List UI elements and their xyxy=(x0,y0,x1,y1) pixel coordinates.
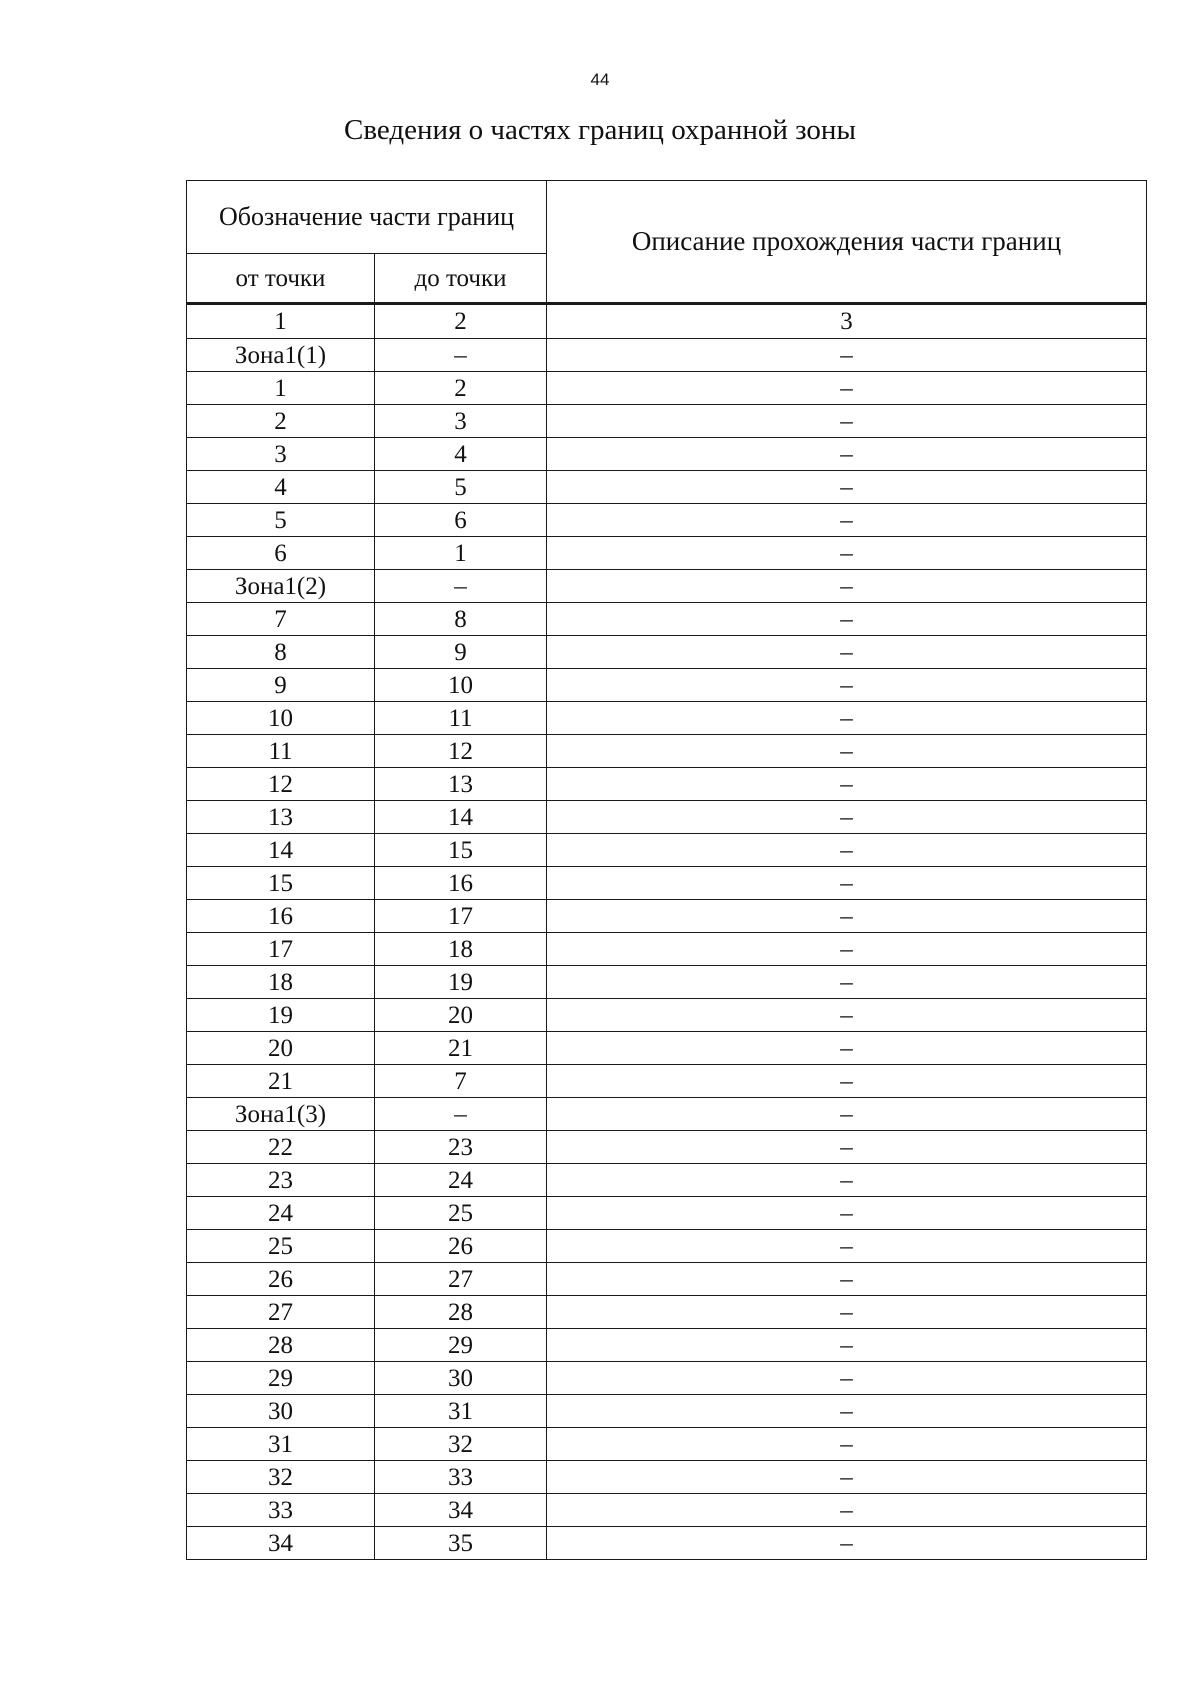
cell-description: – xyxy=(547,1065,1147,1098)
document-title: Сведения о частях границ охранной зоны xyxy=(344,114,856,146)
cell-description: – xyxy=(547,1164,1147,1197)
cell-to-point: 21 xyxy=(375,1032,547,1065)
table-row xyxy=(187,1032,1147,1065)
cell-from-point: 25 xyxy=(187,1230,375,1263)
table-row xyxy=(187,438,1147,471)
cell-description: – xyxy=(547,1461,1147,1494)
cell-from-point: 2 xyxy=(187,405,375,438)
cell-from-point: 8 xyxy=(187,636,375,669)
cell-from-point: 31 xyxy=(187,1428,375,1461)
cell-description: – xyxy=(547,1428,1147,1461)
cell-from-point: 22 xyxy=(187,1131,375,1164)
table-row xyxy=(187,1230,1147,1263)
table-row xyxy=(187,570,1147,603)
page-number: 44 xyxy=(590,70,610,89)
cell-to-point: 32 xyxy=(375,1428,547,1461)
cell-from-point: 16 xyxy=(187,900,375,933)
cell-from-point: 32 xyxy=(187,1461,375,1494)
cell-description: – xyxy=(547,537,1147,570)
cell-to-point: 27 xyxy=(375,1263,547,1296)
column-number: 3 xyxy=(547,304,1147,339)
cell-description: – xyxy=(547,1296,1147,1329)
table-row xyxy=(187,1065,1147,1098)
cell-description: – xyxy=(547,801,1147,834)
cell-description: – xyxy=(547,834,1147,867)
table-row xyxy=(187,1197,1147,1230)
table-row xyxy=(187,834,1147,867)
cell-description: – xyxy=(547,1527,1147,1560)
column-number: 1 xyxy=(187,304,375,339)
cell-from-point: 14 xyxy=(187,834,375,867)
cell-from-point: 13 xyxy=(187,801,375,834)
cell-from-point: 18 xyxy=(187,966,375,999)
table-row xyxy=(187,471,1147,504)
cell-description: – xyxy=(547,1230,1147,1263)
cell-from-point: 6 xyxy=(187,537,375,570)
cell-from-point: 19 xyxy=(187,999,375,1032)
cell-to-point: 11 xyxy=(375,702,547,735)
cell-description: – xyxy=(547,1362,1147,1395)
cell-from-point: 11 xyxy=(187,735,375,768)
table-row xyxy=(187,669,1147,702)
cell-description: – xyxy=(547,966,1147,999)
table-row xyxy=(187,636,1147,669)
table-row xyxy=(187,735,1147,768)
cell-from-point: 20 xyxy=(187,1032,375,1065)
cell-description: – xyxy=(547,405,1147,438)
table-row xyxy=(187,1428,1147,1461)
cell-to-point: 34 xyxy=(375,1494,547,1527)
cell-from-point: 23 xyxy=(187,1164,375,1197)
cell-description: – xyxy=(547,999,1147,1032)
cell-from-point: 9 xyxy=(187,669,375,702)
cell-to-point: 20 xyxy=(375,999,547,1032)
cell-to-point: 18 xyxy=(375,933,547,966)
header-from-point: от точки xyxy=(187,254,375,304)
table-row xyxy=(187,537,1147,570)
cell-to-point: 9 xyxy=(375,636,547,669)
cell-description: – xyxy=(547,504,1147,537)
cell-description: – xyxy=(547,339,1147,372)
cell-from-point: 1 xyxy=(187,372,375,405)
cell-to-point: 5 xyxy=(375,471,547,504)
table-row xyxy=(187,1362,1147,1395)
cell-description: – xyxy=(547,570,1147,603)
table-row xyxy=(187,1131,1147,1164)
cell-from-point: 26 xyxy=(187,1263,375,1296)
cell-from-point: 28 xyxy=(187,1329,375,1362)
table-row xyxy=(187,372,1147,405)
cell-from-point: 30 xyxy=(187,1395,375,1428)
cell-from-point: 7 xyxy=(187,603,375,636)
boundary-parts-table xyxy=(186,180,1147,1560)
cell-to-point: 16 xyxy=(375,867,547,900)
table-row xyxy=(187,1395,1147,1428)
cell-from-point: 34 xyxy=(187,1527,375,1560)
cell-to-point: 1 xyxy=(375,537,547,570)
cell-to-point: 26 xyxy=(375,1230,547,1263)
cell-from-point: 17 xyxy=(187,933,375,966)
cell-from-point: 27 xyxy=(187,1296,375,1329)
cell-description: – xyxy=(547,1131,1147,1164)
header-boundary-description: Описание прохождения части границ xyxy=(547,181,1147,304)
cell-description: – xyxy=(547,1098,1147,1131)
cell-to-point: 29 xyxy=(375,1329,547,1362)
cell-description: – xyxy=(547,735,1147,768)
table-row xyxy=(187,702,1147,735)
table-row xyxy=(187,1263,1147,1296)
table-row xyxy=(187,1329,1147,1362)
cell-to-point: 14 xyxy=(375,801,547,834)
cell-description: – xyxy=(547,1494,1147,1527)
cell-from-point: 10 xyxy=(187,702,375,735)
table-row xyxy=(187,603,1147,636)
table-row xyxy=(187,1527,1147,1560)
cell-to-point: 4 xyxy=(375,438,547,471)
table-row xyxy=(187,966,1147,999)
cell-from-point: Зона1(2) xyxy=(187,570,375,603)
table-row xyxy=(187,801,1147,834)
cell-description: – xyxy=(547,702,1147,735)
table-row xyxy=(187,1098,1147,1131)
cell-from-point: 29 xyxy=(187,1362,375,1395)
cell-to-point: 23 xyxy=(375,1131,547,1164)
cell-to-point: – xyxy=(375,570,547,603)
table-row xyxy=(187,339,1147,372)
cell-from-point: 4 xyxy=(187,471,375,504)
table-row xyxy=(187,933,1147,966)
cell-description: – xyxy=(547,603,1147,636)
cell-to-point: 19 xyxy=(375,966,547,999)
cell-from-point: 15 xyxy=(187,867,375,900)
cell-from-point: 3 xyxy=(187,438,375,471)
cell-description: – xyxy=(547,471,1147,504)
cell-from-point: Зона1(1) xyxy=(187,339,375,372)
cell-description: – xyxy=(547,1197,1147,1230)
cell-description: – xyxy=(547,1263,1147,1296)
cell-to-point: 10 xyxy=(375,669,547,702)
cell-from-point: 5 xyxy=(187,504,375,537)
cell-to-point: 13 xyxy=(375,768,547,801)
cell-to-point: 17 xyxy=(375,900,547,933)
cell-to-point: 24 xyxy=(375,1164,547,1197)
cell-from-point: Зона1(3) xyxy=(187,1098,375,1131)
table-row xyxy=(187,867,1147,900)
cell-to-point: 6 xyxy=(375,504,547,537)
table-body xyxy=(187,304,1147,1560)
table-row xyxy=(187,768,1147,801)
table-row xyxy=(187,900,1147,933)
cell-from-point: 12 xyxy=(187,768,375,801)
table-row xyxy=(187,1296,1147,1329)
cell-to-point: 28 xyxy=(375,1296,547,1329)
cell-to-point: – xyxy=(375,1098,547,1131)
cell-description: – xyxy=(547,438,1147,471)
cell-from-point: 24 xyxy=(187,1197,375,1230)
table-row xyxy=(187,504,1147,537)
cell-description: – xyxy=(547,768,1147,801)
column-number: 2 xyxy=(375,304,547,339)
cell-to-point: 7 xyxy=(375,1065,547,1098)
cell-to-point: 35 xyxy=(375,1527,547,1560)
cell-to-point: 15 xyxy=(375,834,547,867)
cell-to-point: 3 xyxy=(375,405,547,438)
cell-to-point: 2 xyxy=(375,372,547,405)
cell-to-point: 12 xyxy=(375,735,547,768)
table-row xyxy=(187,1494,1147,1527)
cell-description: – xyxy=(547,1395,1147,1428)
table-row xyxy=(187,1164,1147,1197)
cell-description: – xyxy=(547,933,1147,966)
header-to-point: до точки xyxy=(375,254,547,304)
cell-from-point: 21 xyxy=(187,1065,375,1098)
table-row xyxy=(187,405,1147,438)
cell-to-point: 25 xyxy=(375,1197,547,1230)
cell-from-point: 33 xyxy=(187,1494,375,1527)
column-number-row xyxy=(187,304,1147,339)
cell-description: – xyxy=(547,372,1147,405)
cell-to-point: – xyxy=(375,339,547,372)
header-boundary-designation: Обозначение части границ xyxy=(187,181,547,254)
cell-description: – xyxy=(547,1032,1147,1065)
table-row xyxy=(187,1461,1147,1494)
cell-to-point: 31 xyxy=(375,1395,547,1428)
cell-description: – xyxy=(547,636,1147,669)
cell-description: – xyxy=(547,1329,1147,1362)
cell-description: – xyxy=(547,900,1147,933)
table-row xyxy=(187,999,1147,1032)
cell-description: – xyxy=(547,867,1147,900)
cell-to-point: 30 xyxy=(375,1362,547,1395)
cell-to-point: 33 xyxy=(375,1461,547,1494)
cell-to-point: 8 xyxy=(375,603,547,636)
cell-description: – xyxy=(547,669,1147,702)
